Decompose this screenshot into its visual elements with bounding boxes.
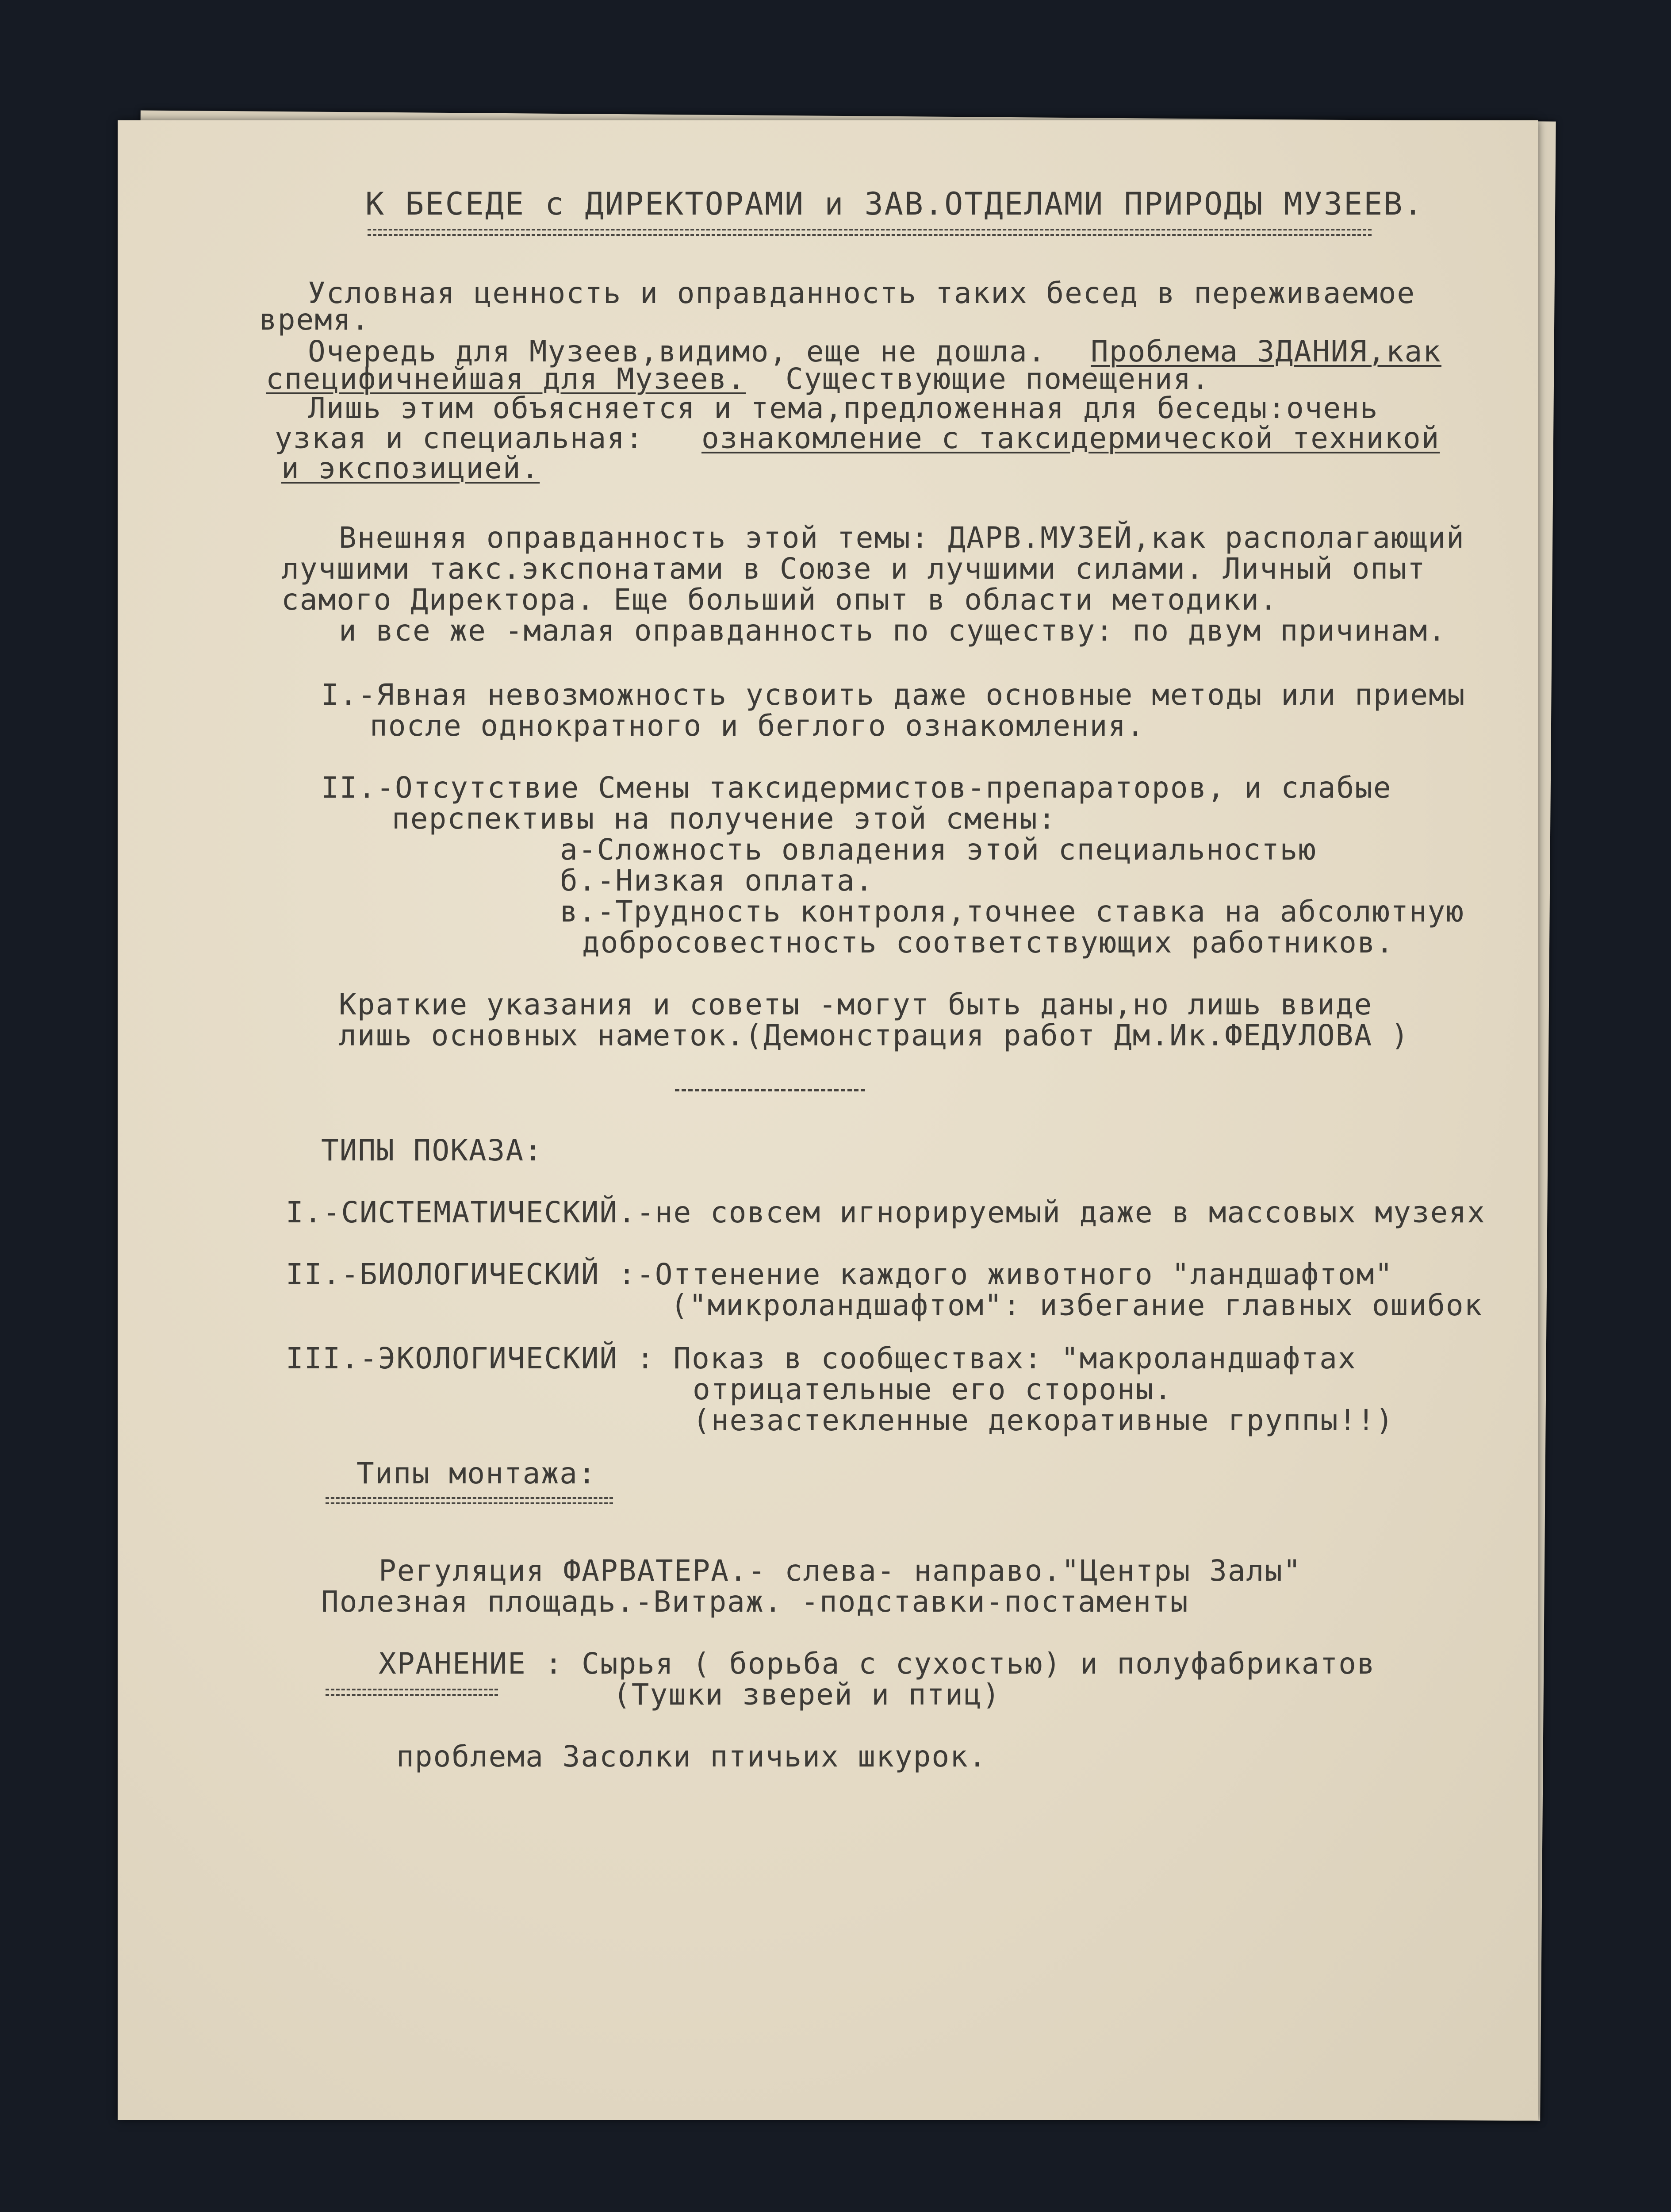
justification-line: лучшими такс.экспонатами в Союзе и лучшими силами. Личный опыт <box>281 552 1426 586</box>
justification-line: и все же -малая оправданность по существу: по двум причинам. <box>339 614 1447 648</box>
advice-line: лишь основных наметок.(Демонстрация работ Дм.Ик.ФЕДУЛОВА ) <box>339 1018 1410 1052</box>
mount-type-item: Полезная площадь.-Витраж. -подставки-постаменты <box>321 1585 1189 1619</box>
mount-type-item: Регуляция ФАРВАТЕРА.- слева- направо."Центры Залы" <box>379 1554 1302 1588</box>
display-type-item: (незастекленные декоративные группы!!) <box>693 1403 1394 1437</box>
intro-line: узкая и специальная: <box>275 421 644 455</box>
display-type-item: ("микроландшафтом": избегание главных ошибок <box>671 1288 1483 1322</box>
reason-line: после однократного и беглого ознакомления. <box>370 709 1145 743</box>
mount-types-double-rule <box>326 1497 613 1504</box>
display-type-item: II.-БИОЛОГИЧЕСКИЙ :-Оттенение каждого животного "ландшафтом" <box>286 1257 1394 1291</box>
intro-line: время. <box>259 303 370 337</box>
intro-line: Существующие помещения. <box>786 362 1210 396</box>
document-title: К БЕСЕДЕ с ДИРЕКТОРАМИ и ЗАВ.ОТДЕЛАМИ ПРИРОДЫ МУЗЕЕВ. <box>365 186 1424 222</box>
intro-underlined: Проблема ЗДАНИЯ,как <box>1091 334 1441 369</box>
intro-line: Условная ценность и оправданность таких бесед в переживаемое <box>308 276 1416 310</box>
reason-line: II.-Отсутствие Смены таксидермистов-препараторов, и слабые <box>321 771 1392 805</box>
advice-line: Краткие указания и советы -могут быть даны,но лишь ввиде <box>339 987 1373 1022</box>
mount-type-item: ХРАНЕНИЕ : Сырья ( борьба с сухостью) и полуфабрикатов <box>379 1647 1376 1681</box>
storage-double-rule <box>326 1689 498 1696</box>
justification-line: самого Директора. Еще больший опыт в области методики. <box>281 583 1278 617</box>
display-type-item: III.-ЭКОЛОГИЧЕСКИЙ : Показ в сообществах: "макроландшафтах <box>286 1341 1357 1375</box>
intro-underlined: и экспозицией. <box>281 451 540 485</box>
reason-line: перспективы на получение этой смены: <box>392 802 1057 836</box>
justification-line: Внешняя оправданность этой темы: ДАРВ.МУЗЕЙ,как располагающий <box>339 521 1465 555</box>
mount-types-heading: Типы монтажа: <box>356 1456 597 1490</box>
section-separator <box>675 1089 865 1091</box>
title-double-rule <box>368 229 1372 236</box>
reason-subitem: в.-Трудность контроля,точнее ставка на абсолютную <box>560 895 1465 929</box>
intro-underlined: ознакомление с таксидермической техникой <box>701 421 1440 455</box>
reason-subitem: добросовестность соответствующих работников. <box>582 926 1395 960</box>
typewritten-page <box>118 120 1538 2120</box>
reason-line: I.-Явная невозможность усвоить даже основные методы или приемы <box>321 678 1466 712</box>
mount-type-item: проблема Засолки птичьих шкурок. <box>396 1740 987 1774</box>
intro-line: Очередь для Музеев,видимо, еще не дошла. <box>308 334 1046 369</box>
intro-underlined: специфичнейшая для Музеев. <box>266 362 746 396</box>
display-type-item: I.-СИСТЕМАТИЧЕСКИЙ.-не совсем игнорируемый даже в массовых музеях <box>286 1195 1486 1229</box>
display-type-item: отрицательные его стороны. <box>693 1372 1173 1406</box>
reason-subitem: а-Сложность овладения этой специальностью <box>560 833 1317 867</box>
mount-type-item: (Тушки зверей и птиц) <box>613 1678 1001 1712</box>
intro-line: Лишь этим объясняется и тема,предложенная для беседы:очень <box>308 391 1379 425</box>
display-types-heading: ТИПЫ ПОКАЗА: <box>321 1133 543 1167</box>
reason-subitem: б.-Низкая оплата. <box>560 864 874 898</box>
